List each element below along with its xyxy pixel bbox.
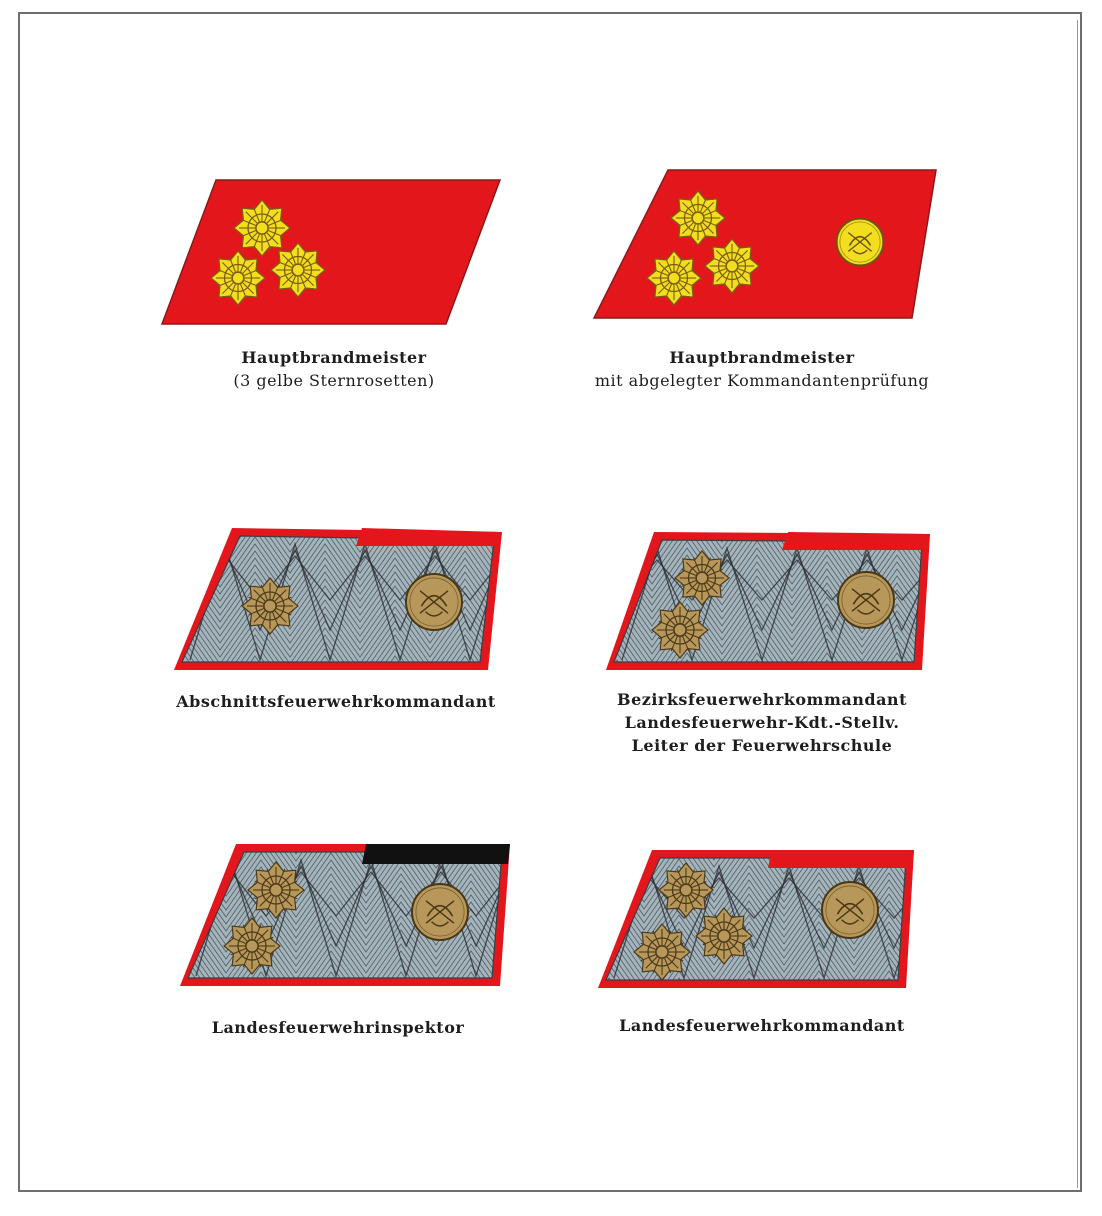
caption-line: mit abgelegter Kommandantenprüfung bbox=[594, 371, 930, 390]
caption-line: (3 gelbe Sternrosetten) bbox=[233, 371, 435, 390]
caption-bezirk bbox=[532, 688, 992, 757]
rosette-icon bbox=[234, 200, 290, 256]
rosette-icon bbox=[211, 251, 265, 305]
caption-line: Leiter der Feuerwehrschule bbox=[631, 736, 893, 755]
collar-tab-abschnitt bbox=[170, 524, 506, 674]
rosette-icon bbox=[647, 251, 701, 305]
caption-line: Landesfeuerwehrinspektor bbox=[211, 1018, 465, 1037]
rank-corner-strip bbox=[362, 844, 510, 864]
collar-tab-landeskommandant bbox=[594, 846, 918, 992]
caption-line: Landesfeuerwehrkommandant bbox=[619, 1016, 905, 1035]
rosette-icon bbox=[705, 239, 759, 293]
rank-corner-strip bbox=[768, 850, 914, 868]
fire-emblem-icon bbox=[412, 884, 468, 940]
rosette-icon bbox=[671, 191, 725, 245]
fire-emblem-icon bbox=[838, 572, 894, 628]
collar-tab-hauptbrandmeister bbox=[158, 178, 503, 326]
rosette-icon bbox=[634, 924, 690, 980]
caption-line: Abschnittsfeuerwehrkommandant bbox=[176, 692, 496, 711]
rank-corner-strip bbox=[356, 528, 502, 546]
caption-line: Bezirksfeuerwehrkommandant bbox=[617, 690, 907, 709]
rosette-icon bbox=[675, 551, 729, 605]
rosette-icon bbox=[248, 862, 304, 918]
rosette-icon bbox=[224, 918, 280, 974]
caption-hauptbrandmeister bbox=[104, 346, 564, 392]
caption-landeskommandant bbox=[532, 1014, 992, 1037]
rank-corner-strip bbox=[782, 532, 930, 550]
rosette-icon bbox=[242, 578, 298, 634]
tab-body bbox=[162, 180, 500, 324]
tab-body bbox=[594, 170, 936, 318]
collar-tab-bezirk bbox=[602, 528, 934, 674]
caption-hauptbrandmeister-pruefung bbox=[532, 346, 992, 392]
caption-line: Hauptbrandmeister bbox=[241, 348, 427, 367]
fire-emblem-icon bbox=[406, 574, 462, 630]
rosette-icon bbox=[696, 908, 752, 964]
caption-line: Landesfeuerwehr-Kdt.-Stellv. bbox=[624, 713, 900, 732]
fire-emblem-icon bbox=[822, 882, 878, 938]
rosette-icon bbox=[271, 243, 325, 297]
caption-line: Hauptbrandmeister bbox=[669, 348, 855, 367]
collar-tab-hauptbrandmeister-pruefung bbox=[590, 168, 940, 323]
rosette-icon bbox=[652, 602, 708, 658]
caption-inspektor bbox=[108, 1016, 568, 1039]
collar-tab-inspektor bbox=[176, 840, 512, 990]
rosette-icon bbox=[659, 863, 713, 917]
caption-abschnitt bbox=[106, 690, 566, 713]
fire-emblem-icon bbox=[837, 219, 884, 266]
